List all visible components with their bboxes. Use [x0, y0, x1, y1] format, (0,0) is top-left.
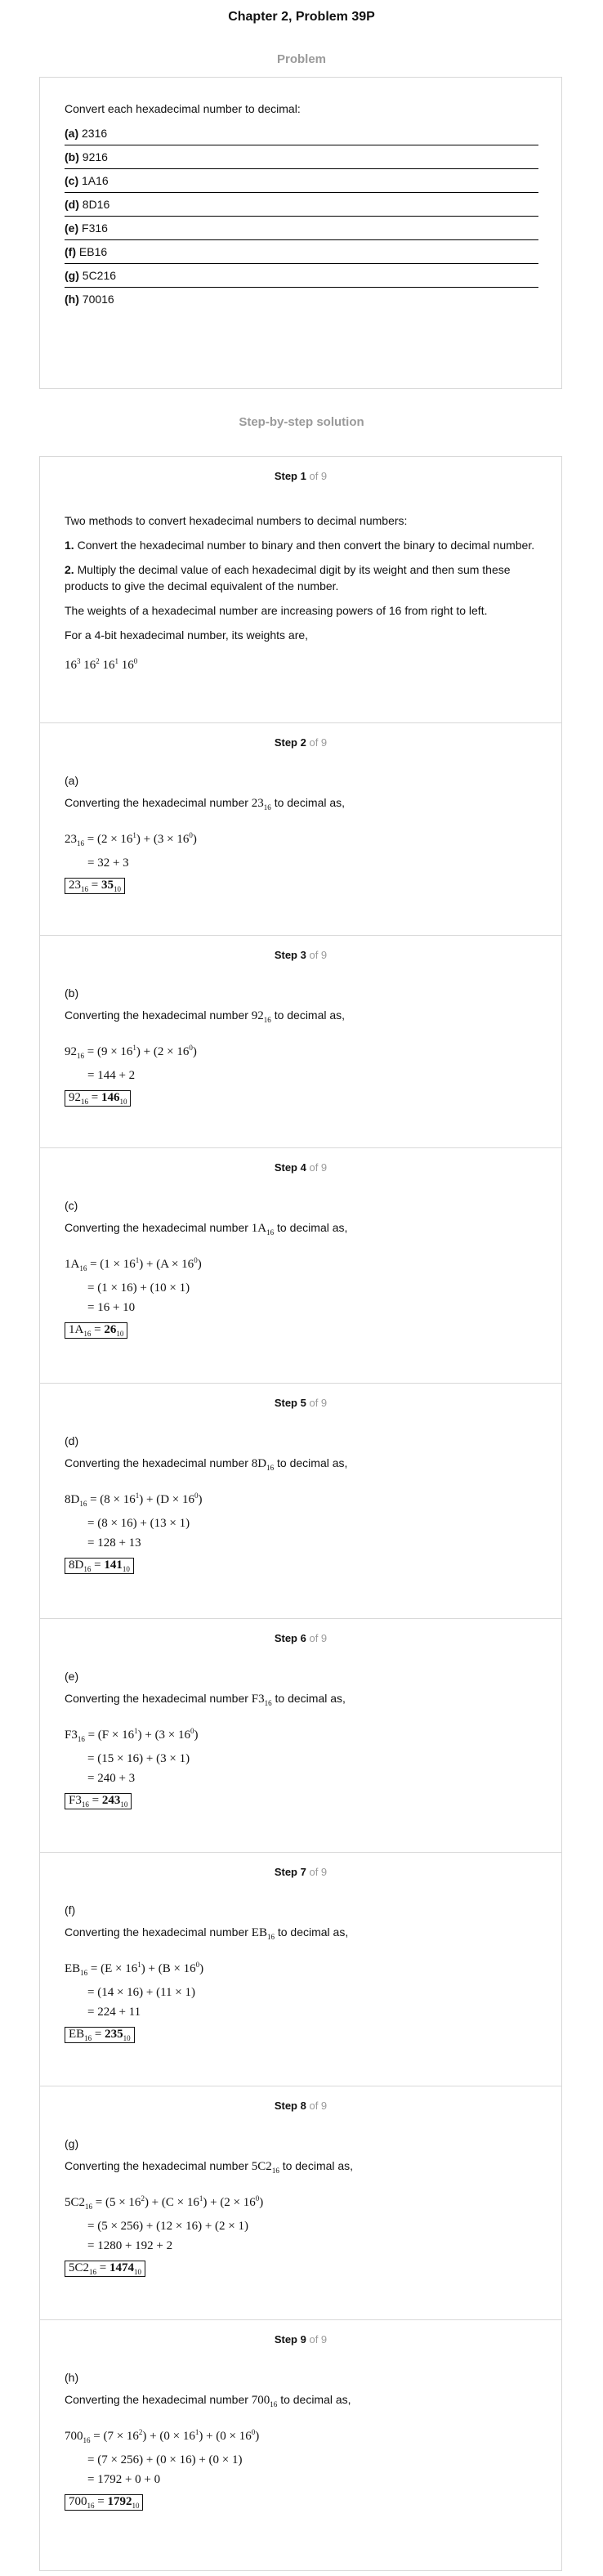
answer-box: $EB_{16} = 235_{10}$	[65, 2027, 135, 2043]
part-label: (h)	[65, 2371, 79, 2384]
problem-part: (e) F316	[65, 217, 538, 240]
step-text: 2. Multiply the decimal value of each hexadecimal digit by its weight and then sum these products to give the decimal equivalent of the number.	[65, 563, 511, 593]
math-block: $92_{16} = (9 \times 16^1) + (2 \times 16^0)$ = 144 + 2	[65, 1044, 197, 1082]
step-header: Step 7 of 9	[274, 1866, 328, 1878]
step-text: Converting the hexadecimal number $EB_{16}$ to decimal as,	[65, 1925, 349, 1941]
math-block: $EB_{16} = (E \times 16^1) + (B \times 16^0)$ = (14 × 16) + (11 × 1) = 224 + 11	[65, 1961, 204, 2019]
step-9	[40, 2320, 561, 2551]
problem-card	[39, 77, 562, 389]
problem-part: (a) 2316	[65, 122, 538, 145]
answer-box: $8D_{16} = 141_{10}$	[65, 1558, 134, 1574]
answer-box: $5C2_{16} = 1474_{10}$	[65, 2261, 145, 2277]
page-title: Chapter 2, Problem 39P	[228, 10, 375, 24]
step-text: Converting the hexadecimal number $700_{16}$ to decimal as,	[65, 2393, 351, 2408]
problem-part: (g) 5C216	[65, 264, 538, 288]
math-block: $5C2_{16} = (5 \times 16^2) + (C \times 16^1) + (2 \times 16^0)$ = (5 × 256) + (12 × 16) + (2 × 1) = 1280 + 192 + 2	[65, 2194, 264, 2252]
step-header: Step 4 of 9	[274, 1161, 328, 1174]
answer-box: $1A_{16} = 26_{10}$	[65, 1322, 127, 1339]
math-block: $8D_{16} = (8 \times 16^1) + (D \times 16^0)$ = (8 × 16) + (13 × 1) = 128 + 13	[65, 1491, 203, 1550]
problem-part: (d) 8D16	[65, 193, 538, 217]
math-weights: $16^3$ $16^2$ $16^1$ $16^0$	[65, 657, 138, 672]
step-header: Step 3 of 9	[274, 949, 328, 961]
answer-box: $700_{16} = 1792_{10}$	[65, 2494, 143, 2511]
solution-heading: Step-by-step solution	[239, 415, 364, 429]
answer-box: $F3_{16} = 243_{10}$	[65, 1793, 132, 1809]
step-text: Converting the hexadecimal number $23_{16}$ to decimal as,	[65, 796, 346, 812]
step-2	[40, 723, 561, 936]
math-block: $700_{16} = (7 \times 16^2) + (0 \times 16^1) + (0 \times 16^0)$ = (7 × 256) + (0 × 16) + (0 × 1) = 1792 + 0 + 0	[65, 2428, 260, 2486]
step-text: Two methods to convert hexadecimal numbers to decimal numbers:	[65, 514, 408, 527]
step-text: For a 4-bit hexadecimal number, its weights are,	[65, 628, 309, 642]
math-block: $1A_{16} = (1 \times 16^1) + (A \times 16^0)$ = (1 × 16) + (10 × 1) = 16 + 10	[65, 1256, 202, 1314]
part-label: (e)	[65, 1670, 79, 1683]
problem-part: (h) 70016	[65, 293, 114, 306]
problem-intro: Convert each hexadecimal number to decimal:	[65, 102, 301, 115]
problem-heading: Problem	[276, 52, 326, 66]
step-5	[40, 1384, 561, 1619]
solution-card	[39, 456, 562, 2571]
part-label: (g)	[65, 2137, 79, 2150]
step-text: Converting the hexadecimal number $F3_{16}$ to decimal as,	[65, 1692, 346, 1707]
step-header: Step 1 of 9	[274, 470, 328, 482]
answer-box: $23_{16} = 35_{10}$	[65, 878, 125, 894]
step-header: Step 9 of 9	[274, 2333, 328, 2346]
part-label: (f)	[65, 1903, 76, 1916]
step-text: Converting the hexadecimal number $8D_{16}$ to decimal as,	[65, 1456, 348, 1472]
step-text: Converting the hexadecimal number $1A_{16}$ to decimal as,	[65, 1221, 348, 1237]
step-6	[40, 1619, 561, 1853]
step-text: Converting the hexadecimal number $5C2_{16}$ to decimal as,	[65, 2159, 354, 2175]
step-header: Step 2 of 9	[274, 736, 328, 749]
step-3	[40, 936, 561, 1148]
step-7	[40, 1853, 561, 2086]
problem-part: (b) 9216	[65, 145, 538, 169]
step-header: Step 5 of 9	[274, 1397, 328, 1409]
problem-part: (f) EB16	[65, 240, 538, 264]
math-block: $23_{16} = (2 \times 16^1) + (3 \times 16^0)$ = 32 + 3	[65, 831, 197, 870]
step-1	[40, 457, 561, 723]
step-text: 1. Convert the hexadecimal number to binary and then convert the binary to decimal number.	[65, 539, 535, 552]
part-label: (c)	[65, 1199, 78, 1212]
math-block: $F3_{16} = (F \times 16^1) + (3 \times 16^0)$ = (15 × 16) + (3 × 1) = 240 + 3	[65, 1727, 199, 1785]
step-header: Step 6 of 9	[274, 1632, 328, 1644]
part-label: (d)	[65, 1434, 79, 1447]
step-8	[40, 2086, 561, 2320]
part-label: (a)	[65, 774, 79, 787]
step-text: The weights of a hexadecimal number are increasing powers of 16 from right to left.	[65, 604, 488, 617]
answer-box: $92_{16} = 146_{10}$	[65, 1090, 131, 1107]
step-4	[40, 1148, 561, 1384]
step-text: Converting the hexadecimal number $92_{16}$ to decimal as,	[65, 1008, 346, 1024]
problem-part: (c) 1A16	[65, 169, 538, 193]
step-header: Step 8 of 9	[274, 2100, 328, 2112]
part-label: (b)	[65, 986, 79, 1000]
